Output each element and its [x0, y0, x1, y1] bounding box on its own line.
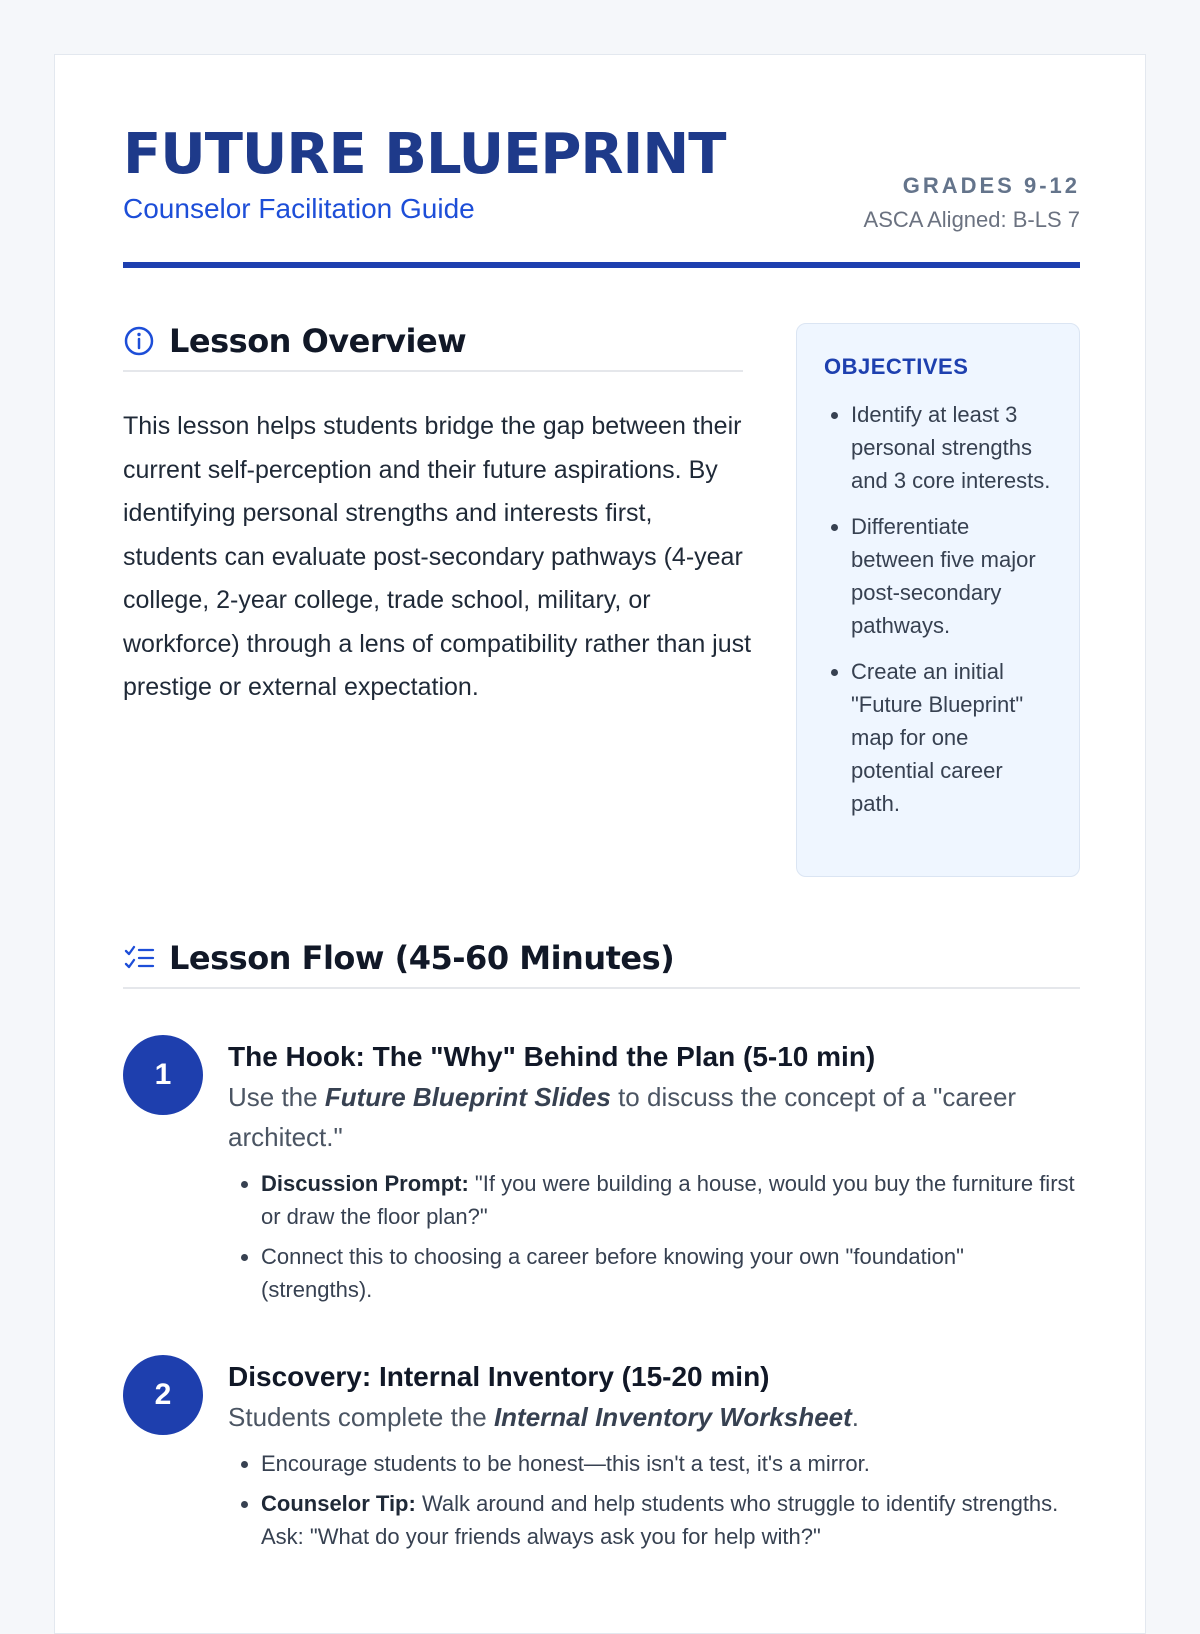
- step-desc-text: Students complete the: [228, 1402, 494, 1432]
- step-bullet: [261, 1167, 1080, 1233]
- step-description: [228, 1077, 1080, 1157]
- info-icon: [123, 325, 155, 357]
- step-bullets: [228, 1167, 1080, 1306]
- objectives-box: [796, 323, 1080, 877]
- step-bullet: [261, 1240, 1080, 1306]
- step-resource-name: Internal Inventory Worksheet: [493, 1402, 852, 1432]
- flow-title: Lesson Flow (45-60 Minutes): [169, 939, 675, 977]
- overview-title: Lesson Overview: [169, 322, 467, 360]
- grades-label: GRADES 9-12: [902, 173, 1080, 198]
- step-desc-text: .: [851, 1402, 860, 1432]
- step-resource-name: Future Blueprint Slides: [324, 1082, 611, 1112]
- bullet-text: Connect this to choosing a career before knowing your own "foundation" (strengths).: [261, 1244, 964, 1302]
- step-description: [228, 1397, 1080, 1437]
- bullet-text: Walk around and help students who struggle to identify strengths. Ask: "What do your friends always ask you for help with?": [261, 1491, 1059, 1549]
- header-divider: [123, 262, 1080, 268]
- step-bullet: [261, 1447, 1080, 1480]
- step-number-badge: 2: [123, 1355, 203, 1435]
- asca-alignment: ASCA Aligned: B-LS 7: [863, 207, 1080, 232]
- step-desc-text: Use the: [228, 1082, 325, 1112]
- overview-heading: [123, 312, 743, 372]
- page-subtitle: Counselor Facilitation Guide: [123, 193, 475, 224]
- step-bullet: [261, 1487, 1080, 1553]
- flow-heading: [123, 929, 1080, 989]
- bullet-text: Encourage students to be honest—this isn't a test, it's a mirror.: [261, 1451, 870, 1476]
- bullet-text: "If you were building a house, would you buy the furniture first or draw the floor plan?": [261, 1171, 1075, 1229]
- step-desc-text: to discuss the concept of a "career architect.": [228, 1082, 1017, 1152]
- objectives-list: [824, 398, 1053, 820]
- step-body: [228, 1355, 1080, 1560]
- objective-item: • Create an initial "Future Blueprint" map for one potential career path.: [851, 655, 1053, 820]
- checklist-icon: [123, 942, 155, 974]
- page-title: FUTURE BLUEPRINT: [123, 122, 726, 187]
- bullet-label: Counselor Tip:: [261, 1491, 416, 1516]
- document-page: [54, 54, 1146, 1634]
- header-meta: [864, 172, 1080, 234]
- objective-item: • Differentiate between five major post-secondary pathways.: [851, 510, 1053, 642]
- step-title: The Hook: The "Why" Behind the Plan (5-10 min): [228, 1041, 876, 1072]
- step-bullets: [228, 1447, 1080, 1553]
- objectives-title: OBJECTIVES: [824, 354, 969, 379]
- objective-item: • Identify at least 3 personal strengths and 3 core interests.: [851, 398, 1053, 497]
- bullet-label: Discussion Prompt:: [261, 1171, 469, 1196]
- overview-text: This lesson helps students bridge the gap between their current self-perception and their future aspirations. By identifying personal strengths and interests first, students can evaluate post-secondary pathways (4-year college, 2-year college, trade school, military, or workforce) through a lens of compatibility rather than just prestige or external expectation.: [123, 412, 752, 701]
- step-title: Discovery: Internal Inventory (15-20 min): [228, 1361, 770, 1392]
- step-number-badge: 1: [123, 1035, 203, 1115]
- step-body: [228, 1035, 1080, 1313]
